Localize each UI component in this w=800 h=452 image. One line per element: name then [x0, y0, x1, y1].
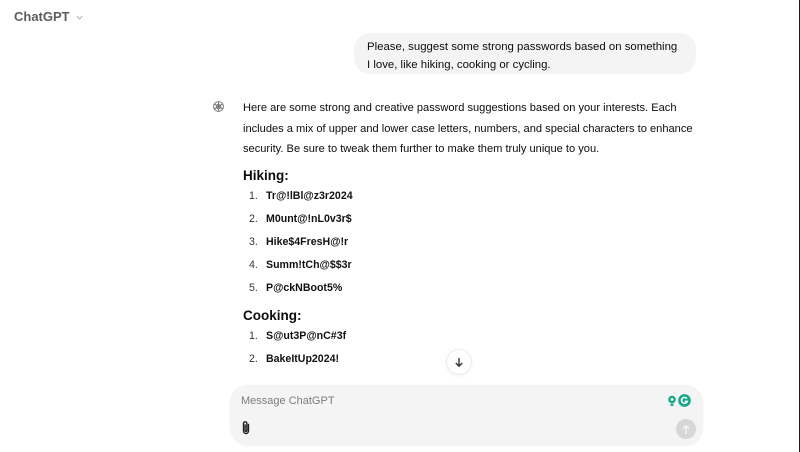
send-button[interactable]	[676, 419, 696, 439]
list-number: 2.	[249, 212, 258, 225]
list-item	[243, 325, 713, 348]
scroll-to-bottom-button[interactable]	[446, 349, 472, 375]
message-input[interactable]	[241, 395, 641, 407]
password-value: P@ckNBoot5%	[266, 281, 343, 294]
password-value: M0unt@!nL0v3r$	[266, 212, 352, 225]
password-value: BakeItUp2024!	[266, 352, 340, 365]
list-item	[243, 254, 713, 277]
section-hiking	[243, 168, 713, 300]
password-value: Summ!tCh@$$3r	[266, 258, 352, 271]
password-list	[243, 325, 713, 371]
list-item	[243, 277, 713, 300]
section-cooking	[243, 308, 713, 371]
user-message-text: Please, suggest some strong passwords based on something I love, like hiking, cooking or cycling.	[367, 41, 678, 71]
list-item	[243, 231, 713, 254]
arrow-down-icon	[454, 357, 464, 368]
password-value: Tr@!lBl@z3r2024	[266, 189, 353, 202]
list-number: 1.	[249, 189, 258, 202]
arrow-up-icon	[681, 424, 691, 435]
list-number: 3.	[249, 235, 258, 248]
grammarly-icon[interactable]	[678, 394, 691, 407]
openai-logo-icon	[212, 100, 225, 113]
assistant-content	[243, 98, 713, 371]
app-title: ChatGPT	[14, 9, 70, 24]
password-value: Hike$4FresH@!r	[266, 235, 349, 248]
list-number: 1.	[249, 329, 258, 342]
list-number: 4.	[249, 258, 258, 271]
password-value: S@ut3P@nC#3f	[266, 329, 347, 342]
message-composer	[230, 385, 703, 446]
list-number: 2.	[249, 352, 258, 365]
section-title: Hiking:	[243, 167, 289, 183]
user-message	[354, 33, 696, 74]
assistant-intro: Here are some strong and creative password suggestions based on your interests. Each includes a mix of upper and lower case letters, numbers, and special characters to enhance security. Be sure to tweak them further to make them truly unique to you.	[243, 102, 693, 155]
lightbulb-extension-icon[interactable]	[667, 395, 677, 407]
password-list	[243, 185, 713, 300]
model-selector[interactable]	[14, 9, 84, 24]
section-title: Cooking:	[243, 307, 302, 323]
list-item	[243, 208, 713, 231]
chevron-down-icon	[75, 13, 84, 22]
list-item	[243, 185, 713, 208]
list-item	[243, 348, 713, 371]
list-number: 5.	[249, 281, 258, 294]
paperclip-icon[interactable]	[239, 420, 253, 436]
